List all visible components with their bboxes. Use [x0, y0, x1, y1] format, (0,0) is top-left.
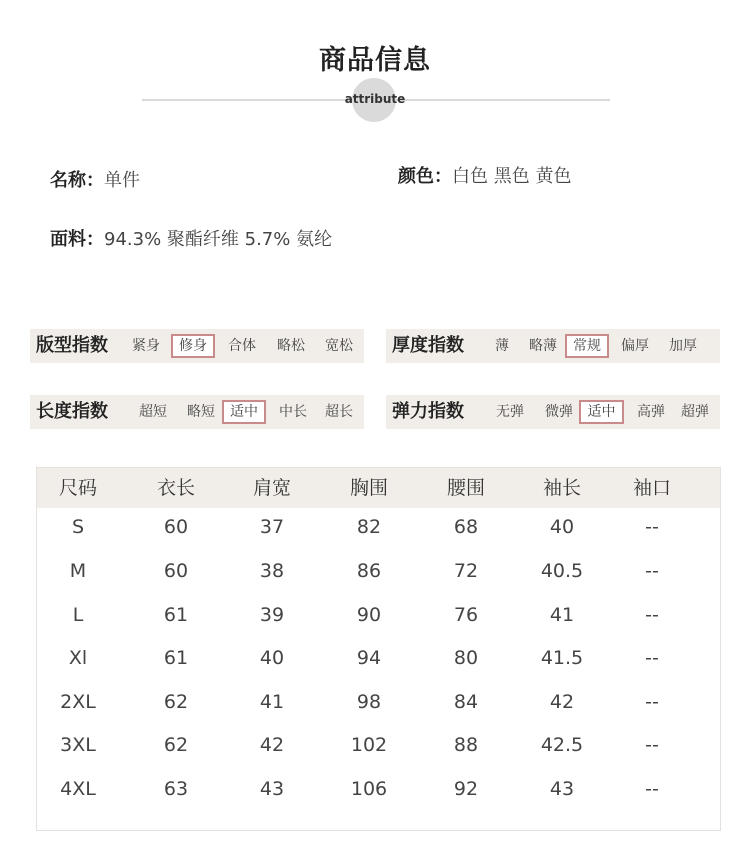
fit-option: 略松: [277, 338, 305, 354]
size-label-cell: M: [69, 560, 87, 582]
attr-fabric-label: 面料：: [50, 229, 104, 250]
fit-index-panel: [30, 329, 364, 363]
table-cell: 76: [453, 604, 479, 626]
thickness-index-panel: [386, 329, 720, 363]
table-cell: 42: [259, 734, 285, 756]
table-cell: 62: [163, 691, 189, 713]
size-label-cell: 2XL: [60, 691, 96, 713]
table-cell: 43: [259, 778, 285, 800]
header-cell: 肩宽: [252, 477, 291, 499]
table-cell: 80: [453, 647, 479, 669]
fit-option-selected: 修身: [171, 334, 215, 358]
attr-color-label: 颜色：: [398, 166, 452, 187]
table-cell: 39: [259, 604, 285, 626]
thickness-option: 略薄: [529, 338, 557, 354]
fit-index-label: 版型指数: [36, 335, 108, 356]
table-cell: 84: [453, 691, 479, 713]
table-cell: 60: [163, 560, 189, 582]
table-cell: 42: [549, 691, 575, 713]
elasticity-option-selected: 适中: [579, 400, 624, 424]
fit-option: 宽松: [325, 338, 353, 354]
table-cell: 94: [356, 647, 382, 669]
header-cell: 腰围: [446, 477, 485, 499]
table-cell: 37: [259, 516, 285, 538]
attr-color: [398, 162, 571, 188]
table-cell: --: [645, 516, 659, 538]
table-cell: 40: [259, 647, 285, 669]
attr-fabric: [50, 225, 332, 251]
table-cell: 68: [453, 516, 479, 538]
size-table: [36, 467, 721, 831]
thickness-option: 偏厚: [621, 338, 649, 354]
table-cell: 60: [163, 516, 189, 538]
elasticity-option: 无弹: [496, 404, 524, 420]
attr-color-value: 白色 黑色 黄色: [452, 166, 572, 187]
table-cell: 72: [453, 560, 479, 582]
length-option-selected: 适中: [222, 400, 266, 424]
table-cell: 86: [356, 560, 382, 582]
attr-name: [50, 166, 140, 192]
table-cell: 61: [163, 604, 189, 626]
size-label-cell: 4XL: [60, 778, 96, 800]
length-option: 略短: [187, 404, 215, 420]
header-cell: 衣长: [156, 477, 195, 499]
size-label-cell: S: [71, 516, 85, 538]
table-cell: --: [645, 778, 659, 800]
table-cell: 43: [549, 778, 575, 800]
attr-name-label: 名称：: [50, 170, 104, 191]
table-cell: 38: [259, 560, 285, 582]
attr-fabric-value: 94.3% 聚酯纤维 5.7% 氨纶: [104, 229, 333, 250]
table-cell: 92: [453, 778, 479, 800]
table-cell: --: [645, 560, 659, 582]
table-cell: 62: [163, 734, 189, 756]
table-cell: 40.5: [540, 560, 584, 582]
table-cell: 82: [356, 516, 382, 538]
thickness-option-selected: 常规: [565, 334, 609, 358]
elasticity-index-panel: [386, 395, 720, 429]
header-cell: 袖长: [542, 477, 581, 499]
table-cell: 98: [356, 691, 382, 713]
size-label-cell: 3XL: [60, 734, 96, 756]
table-cell: 102: [350, 734, 388, 756]
length-option: 超短: [139, 404, 167, 420]
length-index-label: 长度指数: [36, 401, 108, 422]
table-cell: --: [645, 647, 659, 669]
table-cell: 61: [163, 647, 189, 669]
length-index-panel: [30, 395, 364, 429]
table-cell: 41: [549, 604, 575, 626]
table-cell: 88: [453, 734, 479, 756]
thickness-option: 薄: [495, 338, 509, 354]
table-cell: --: [645, 691, 659, 713]
table-cell: 41: [259, 691, 285, 713]
header-cell: 胸围: [349, 477, 388, 499]
header-cell: 袖口: [632, 477, 671, 499]
elasticity-option: 超弹: [681, 404, 709, 420]
attr-name-value: 单件: [104, 170, 140, 191]
table-cell: 40: [549, 516, 575, 538]
table-cell: 63: [163, 778, 189, 800]
length-option: 超长: [325, 404, 353, 420]
size-label-cell: L: [72, 604, 84, 626]
size-table-header: [37, 468, 720, 508]
thickness-option: 加厚: [669, 338, 697, 354]
table-cell: 90: [356, 604, 382, 626]
table-cell: 41.5: [540, 647, 584, 669]
table-cell: 106: [350, 778, 388, 800]
table-cell: 42.5: [540, 734, 584, 756]
page-title: 商品信息: [319, 45, 431, 76]
fit-option: 紧身: [132, 338, 160, 354]
table-cell: --: [645, 734, 659, 756]
table-cell: --: [645, 604, 659, 626]
page-subtitle: attribute: [344, 92, 406, 106]
length-option: 中长: [279, 404, 307, 420]
size-label-cell: Xl: [68, 647, 88, 669]
thickness-index-label: 厚度指数: [392, 335, 464, 356]
elasticity-index-label: 弹力指数: [392, 401, 464, 422]
header-cell: 尺码: [58, 477, 97, 499]
elasticity-option: 高弹: [637, 404, 665, 420]
elasticity-option: 微弹: [545, 404, 573, 420]
fit-option: 合体: [228, 338, 256, 354]
